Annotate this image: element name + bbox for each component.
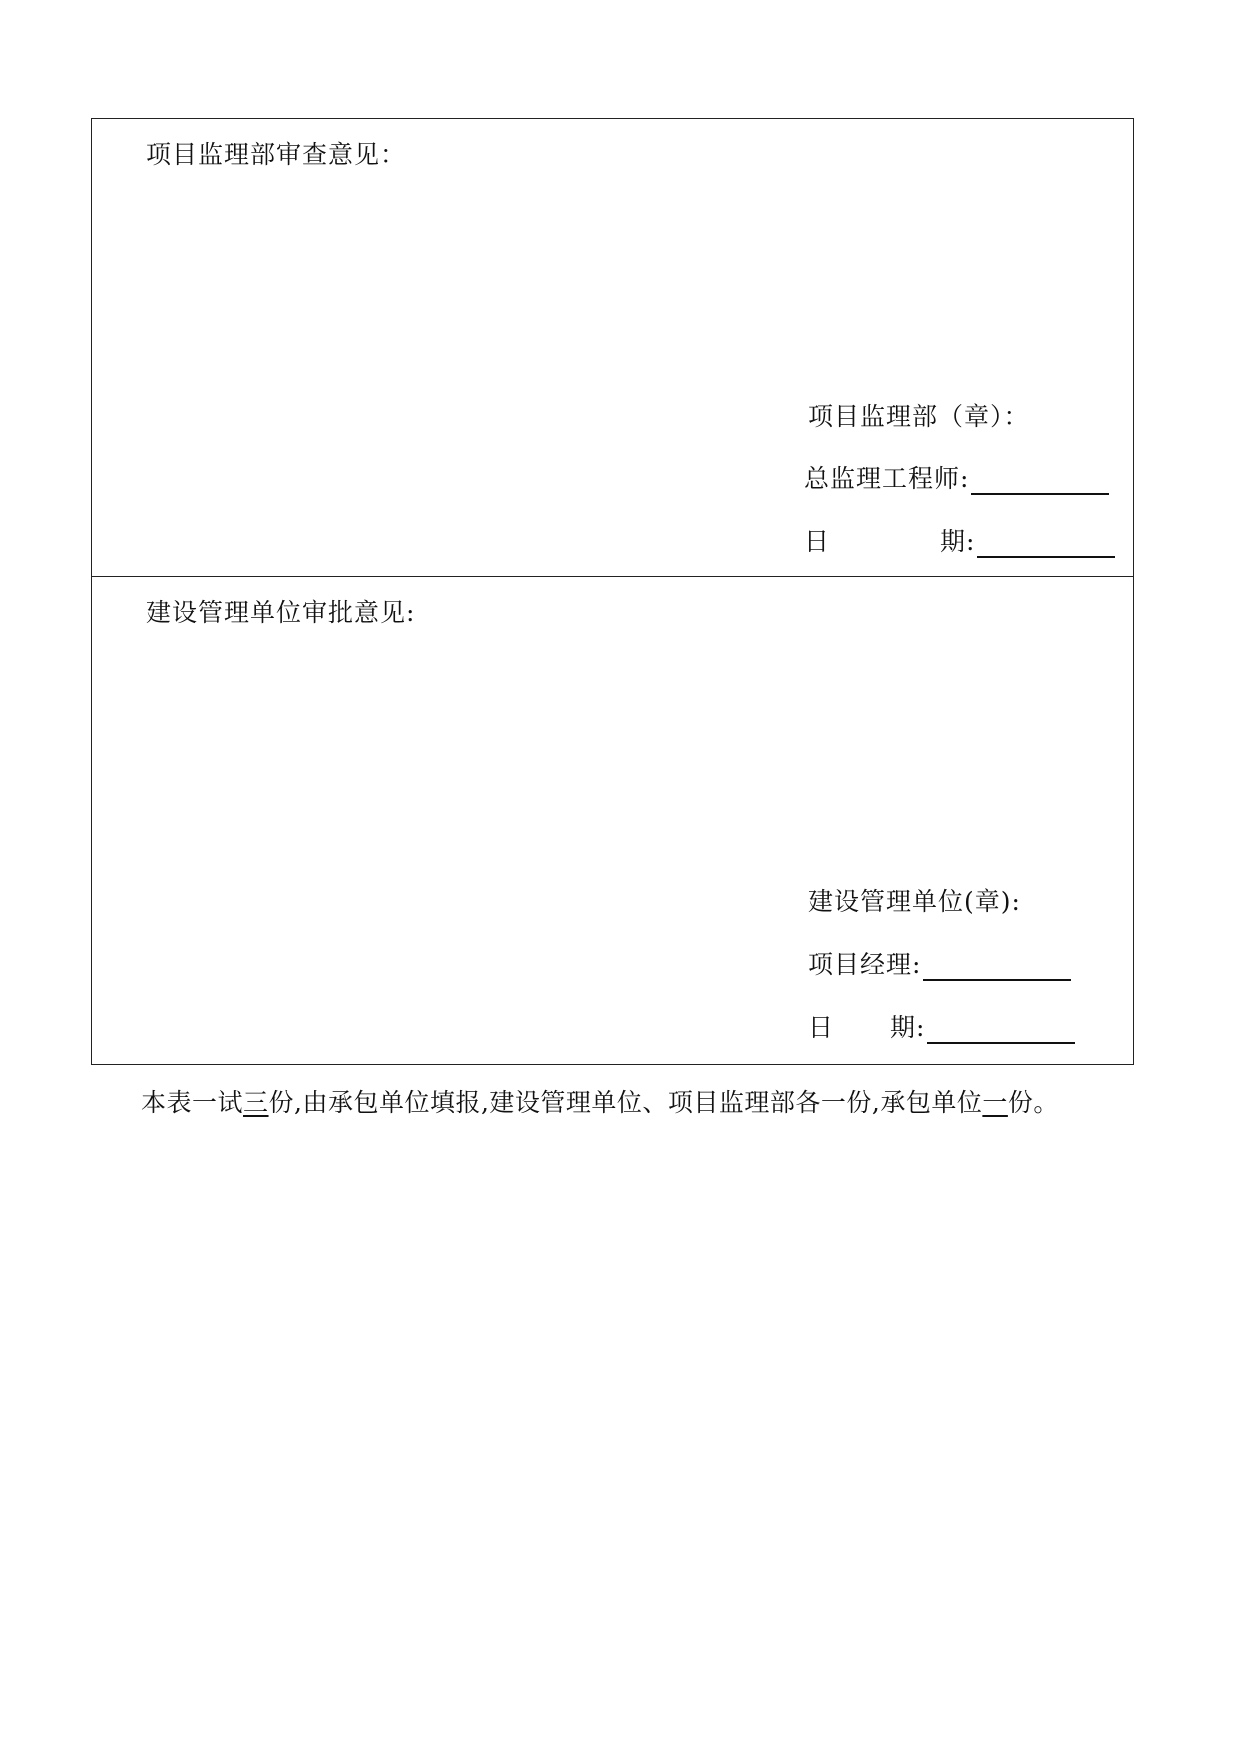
construction-approval-heading: 建设管理单位审批意见: — [146, 598, 416, 627]
chief-engineer-label: 总监理工程师: — [804, 464, 970, 493]
supervision-date-label-period: 期: — [940, 527, 976, 556]
supervision-review-heading: 项目监理部审查意见： — [146, 140, 407, 169]
project-manager-label: 项目经理: — [808, 950, 922, 979]
construction-seal-label — [808, 882, 1021, 918]
chief-engineer-signature-field[interactable] — [804, 459, 1109, 495]
supervision-date-field[interactable] — [804, 522, 1115, 558]
approval-form-table — [91, 118, 1134, 1065]
supervision-seal-text: 项目监理部（章）： — [808, 402, 1030, 431]
chief-engineer-signature-line[interactable] — [971, 471, 1109, 495]
footnote-copies-total: 三 — [243, 1088, 269, 1117]
supervision-date-line[interactable] — [977, 534, 1115, 558]
construction-approval-section — [92, 577, 1133, 1064]
approval-date-label-period: 期: — [890, 1013, 926, 1042]
project-manager-signature-line[interactable] — [923, 957, 1071, 981]
approval-date-line[interactable] — [927, 1020, 1075, 1044]
project-manager-signature-field[interactable] — [808, 945, 1071, 981]
footnote-part-2: 份,由承包单位填报,建设管理单位、项目监理部各一份,承包单位 — [268, 1088, 983, 1117]
approval-date-field[interactable] — [808, 1008, 1075, 1044]
supervision-review-section — [92, 119, 1133, 577]
footnote-part-3: 份。 — [1007, 1088, 1059, 1117]
supervision-seal-label — [808, 397, 1030, 433]
approval-date-label-day: 日 — [808, 1013, 835, 1042]
distribution-footnote — [141, 1083, 1059, 1119]
footnote-part-1: 本表一试 — [141, 1088, 244, 1117]
supervision-date-label-day: 日 — [804, 527, 831, 556]
footnote-copies-contractor: 一 — [982, 1088, 1008, 1117]
construction-seal-text: 建设管理单位(章): — [808, 887, 1021, 916]
